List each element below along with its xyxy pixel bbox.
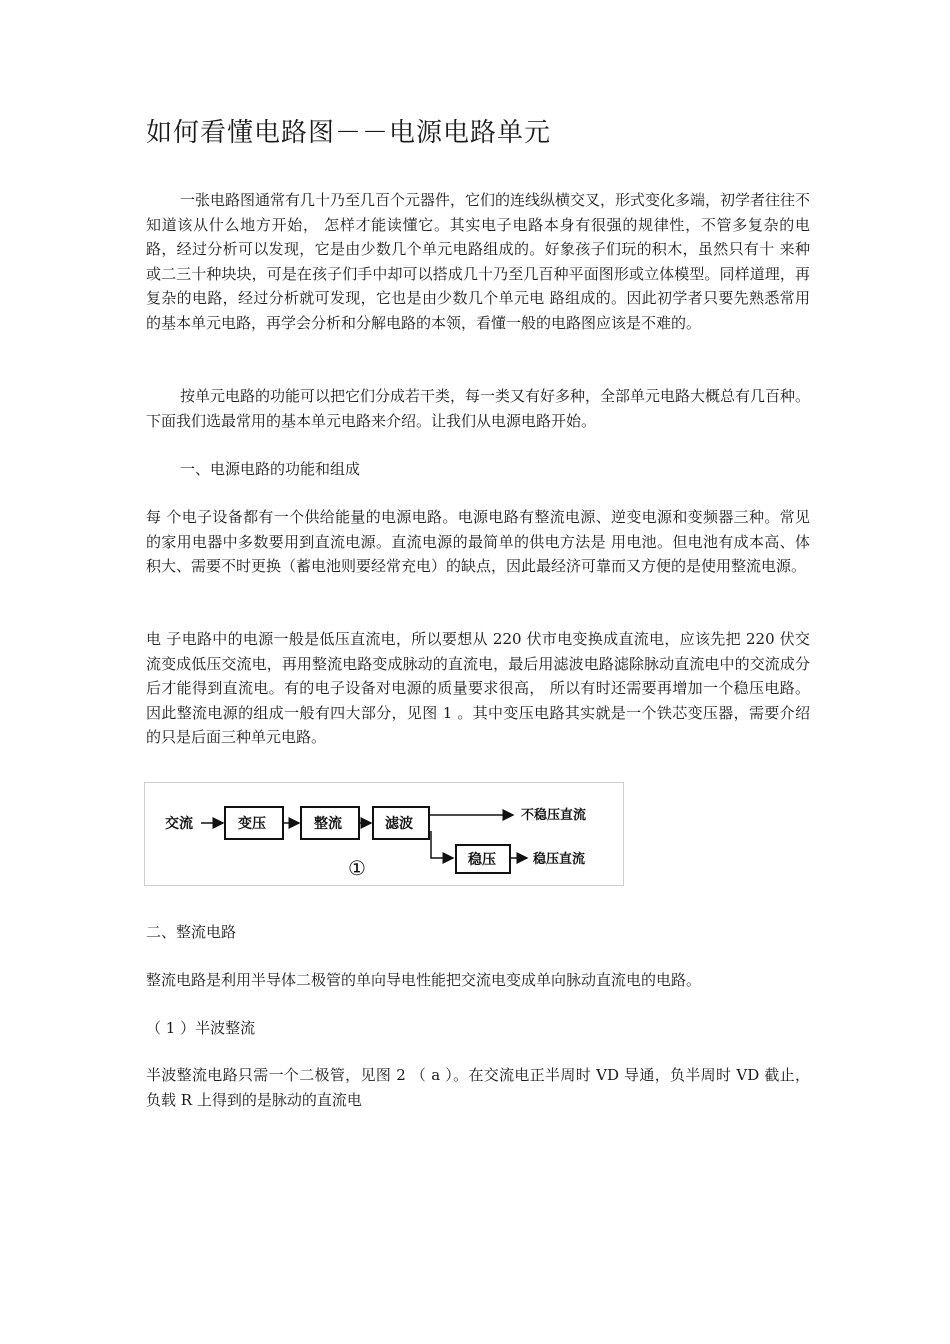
power-supply-paragraph: 每 个电子设备都有一个供给能量的电源电路。电源电路有整流电源、逆变电源和变频器三种。常见的家用电器中多数要用到直流电源。直流电源的最简单的供电方法是 用电池。但电池有成本高、体积大、需要不时更换（蓄电池则要经常充电）的缺点，因此最经济可靠而又方便的是使用整流电源。 (146, 508, 810, 575)
arrow-filter-regulator (431, 831, 453, 858)
regulated-output-label: 稳压直流 (533, 852, 586, 867)
page-title: 如何看懂电路图－－电源电路单元 (146, 118, 552, 148)
filter-label: 滤波 (385, 816, 413, 832)
unregulated-output-label: 不稳压直流 (521, 808, 587, 823)
classification-paragraph: 按单元电路的功能可以把它们分成若干类，每一类又有好多种，全部单元电路大概总有几百种。下面我们选最常用的基本单元电路来介绍。让我们从电源电路开始。 (146, 387, 811, 430)
intro-paragraph: 一张电路图通常有几十乃至几百个元器件，它们的连线纵横交叉，形式变化多端，初学者往往不知道该从什么地方开始， 怎样才能读懂它。其实电子电路本身有很强的规律性，不管多复杂的电路，经过分析可以发现，它是由少数几个单元电路组成的。好象孩子们玩的积木，虽然只有十 来种或二三十种块块，可是在孩子们手中却可以搭成几十乃至几百种平面图形或立体模型。同样道理，再复杂的电路，经过分析就可发现，它也是由少数几个单元电 路组成的。因此初学者只要先熟悉常用的基本单元电路，再学会分析和分解电路的本领，看懂一般的电路图应该是不难的。 (146, 191, 811, 332)
input-ac-label: 交流 (165, 816, 193, 832)
regulator-label: 稳压 (468, 852, 496, 868)
power-composition-paragraph: 电 子电路中的电源一般是低压直流电，所以要想从 220 伏市电变换成直流电，应该先把 220 伏交流变成低压交流电，再用整流电路变成脉动的直流电，最后用滤波电路滤除脉动直流电中的交流成分后才能得到直流电。有的电子设备对电源的质量要求很高， 所以有时还需要再增加一个稳压电路。因此整流电源的组成一般有四大部分，见图 1 。其中变压电路其实就是一个铁芯变压器，需要介绍的只是后面三种单元电路。 (146, 630, 810, 746)
figure-number-label: ① (348, 856, 366, 880)
section-heading-rectifier: 二、整流电路 (146, 923, 237, 941)
half-wave-paragraph: 半波整流电路只需一个二极管，见图 2 （ a ）。在交流电正半周时 VD 导通，负半周时 VD 截止，负载 R 上得到的是脉动的直流电 (146, 1066, 810, 1109)
subheading-half-wave: （ 1 ）半波整流 (146, 1019, 256, 1037)
figure-1-block-diagram (144, 782, 624, 886)
block-diagram-svg (145, 783, 623, 885)
rectifier-label: 整流 (314, 816, 342, 832)
section-heading-power-supply: 一、电源电路的功能和组成 (180, 460, 361, 478)
transformer-label: 变压 (238, 816, 266, 832)
rectifier-paragraph: 整流电路是利用半导体二极管的单向导电性能把交流电变成单向脉动直流电的电路。 (146, 971, 702, 989)
